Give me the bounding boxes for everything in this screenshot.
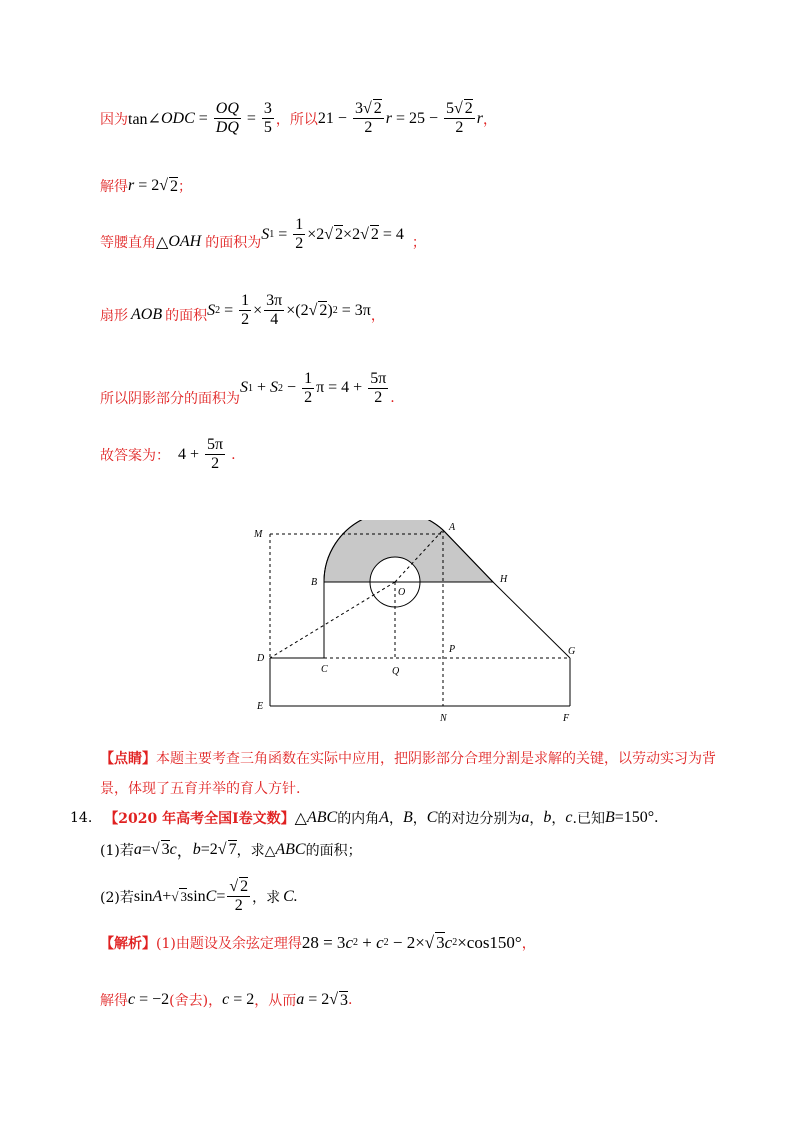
question-number: 14. xyxy=(70,810,93,826)
formula-r-value: r = 2√ 2 xyxy=(128,177,179,195)
solution-line-1: 【解析】 (1)由题设及余弦定理得 28 = 3 c 2 + c 2 − 2×√ 3 c 2 ×cos150° ， xyxy=(100,932,536,952)
formula-c-value: c = 2 xyxy=(222,991,255,1008)
label-M: M xyxy=(254,529,263,540)
label-G: G xyxy=(568,646,576,657)
formula-answer: 4 + $\frac{5\pi}{2}$ xyxy=(178,436,224,472)
question-14-part-2: (2)若 sin A + √ 3 sin C = $\frac{√ 2}{2}$ ，求 C. xyxy=(100,878,298,914)
label-Q: Q xyxy=(392,666,400,677)
comment-line-1: 【点睛】 本题主要考查三角函数在实际中应用，把阴影部分合理分割是求解的关键，以劳动实习为背 xyxy=(100,748,716,768)
formula-part1: a =√ 3 c ， b =2√ 7 xyxy=(133,840,237,860)
geometry-figure xyxy=(240,520,585,730)
label-D: D xyxy=(257,653,265,664)
derivation-line-3: 等腰直角 △ OAH 的面积为 S 1 = $\frac{1}{2}$ ×2√ 2 ×2√ 2 = 4 ； xyxy=(100,216,426,252)
solution-tag: 【解析】 xyxy=(100,935,156,952)
formula-tan-odc: tan∠ ODC = $\frac{OQ}{DQ}$ = $\frac{3}{5}$ xyxy=(128,100,272,136)
question-14-stem: 14. 【2020 年高考全国Ⅰ卷文数】 △ ABC 的内角 A ， B ， C 的对边分别为 a ， b ， c .已知 B =150°. xyxy=(70,809,659,827)
label-P: P xyxy=(449,644,456,655)
solution-line-2: 解得 c = −2 (舍去) ， c = 2 ，从而 a = 2√ 3 . xyxy=(100,991,353,1009)
label-F: F xyxy=(563,713,570,724)
label-O: O xyxy=(398,587,406,598)
question-14-part-1: (1)若 a =√ 3 c ， b =2√ 7 ，求△ ABC 的面积； xyxy=(100,838,362,861)
derivation-line-5: 所以阴影部分的面积为 S 1 + S 2 − $\frac{1}{2}$ π = 4 + $\frac{5\pi}{2}$ . xyxy=(100,369,395,407)
label-N: N xyxy=(440,713,447,724)
question-source: 【2020 年高考全国Ⅰ卷文数】 xyxy=(104,811,295,827)
answer-line: 故答案为： 4 + $\frac{5\pi}{2}$ . xyxy=(100,436,236,472)
comment-tag: 【点睛】 xyxy=(100,751,156,767)
label-C: C xyxy=(321,664,328,675)
label-B: B xyxy=(311,577,318,588)
formula-shaded-area: S 1 + S 2 − $\frac{1}{2}$ π = 4 + $\frac{5\pi}{2}$ xyxy=(240,369,387,406)
text-because: 因为 xyxy=(100,111,128,128)
formula-part2: sin A + √ 3 sin C = $\frac{√ 2}{2}$ xyxy=(133,878,249,914)
derivation-line-4: 扇形 AOB 的面积 S 2 = $\frac{1}{2}$ × $\frac{3\pi}{4}$ ×(2√ 2 ) 2 = 3π ， xyxy=(100,292,385,328)
derivation-line-2: 解得 r = 2√ 2 ； xyxy=(100,177,193,195)
formula-s2: S 2 = $\frac{1}{2}$ × $\frac{3\pi}{4}$ ×(2√ 2 ) 2 = 3π xyxy=(207,292,371,328)
label-A: A xyxy=(449,522,456,533)
comment-line-2: 景，体现了五育并举的育人方针. xyxy=(100,781,301,797)
formula-cosine-law: 28 = 3 c 2 + c 2 − 2×√ 3 c 2 ×cos150° xyxy=(301,932,522,952)
formula-c-neg: c = −2 xyxy=(128,991,170,1008)
label-H: H xyxy=(500,574,508,585)
derivation-line-1: 因为 tan∠ ODC = $\frac{OQ}{DQ}$ = $\frac{3}{5}$ ，所以 21 − $\frac{3√ 2}{2}$ r = 25 − $\frac{5√ 2}{2}$ r ， xyxy=(100,100,498,136)
formula-a-value: a = 2√ 3 xyxy=(296,991,349,1009)
formula-equation-r: 21 − $\frac{3√ 2}{2}$ r = 25 − $\frac{5√ 2}{2}$ r xyxy=(317,100,484,136)
formula-s1: S 1 = $\frac{1}{2}$ ×2√ 2 ×2√ 2 = 4 xyxy=(261,216,404,252)
label-E: E xyxy=(257,701,264,712)
text-therefore: ，所以 xyxy=(275,111,318,128)
